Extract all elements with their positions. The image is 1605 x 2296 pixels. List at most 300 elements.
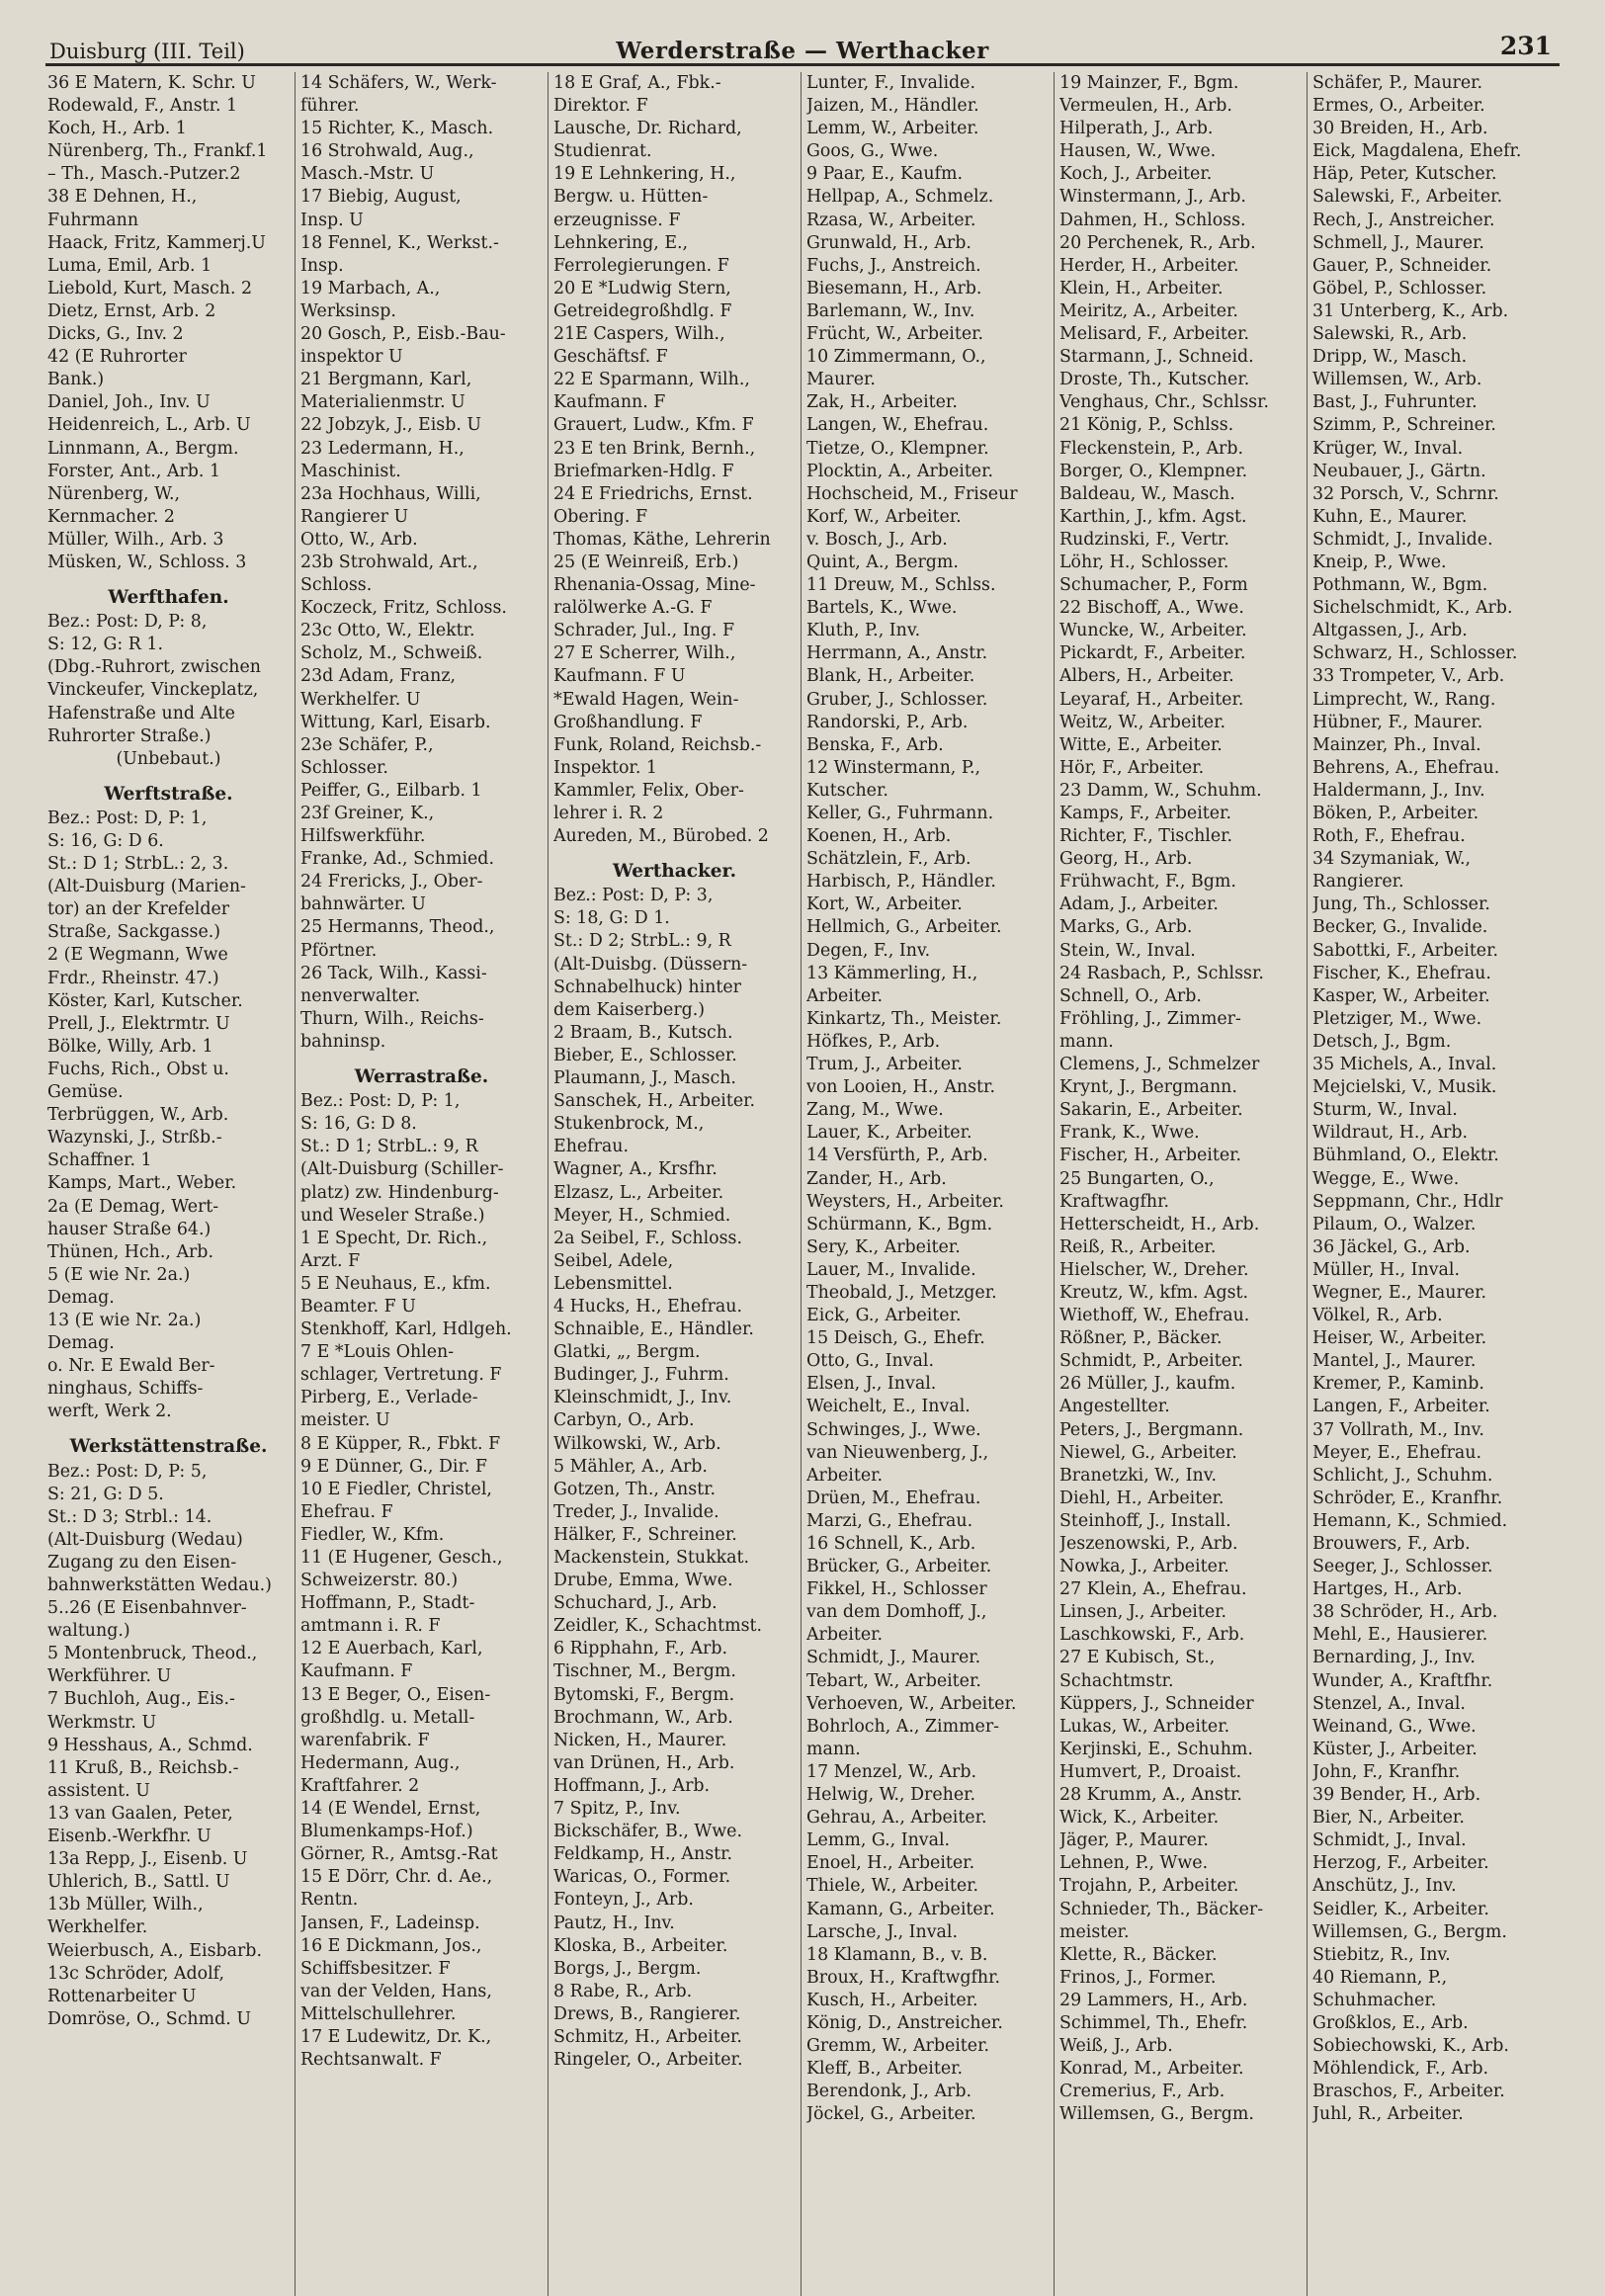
directory-entry-line: Sakarin, E., Arbeiter. <box>1059 1100 1243 1121</box>
directory-entry-line: Tischner, M., Bergm. <box>553 1661 736 1682</box>
directory-entry-line: 34 Szymaniak, W., <box>1312 849 1472 870</box>
directory-entry-line: Kasper, W., Arbeiter. <box>1312 985 1490 1006</box>
directory-entry-line: Ehefrau. F <box>300 1501 393 1522</box>
directory-entry-line: Pilaum, O., Walzer. <box>1312 1214 1477 1234</box>
directory-entry-line: Kusch, H., Arbeiter. <box>806 1990 978 2010</box>
directory-entry-line: Behrens, A., Ehefrau. <box>1312 757 1500 778</box>
directory-entry-line: Nürenberg, W., <box>47 483 181 504</box>
directory-entry-line: Weichelt, E., Inval. <box>806 1397 971 1417</box>
directory-entry-line: Klein, H., Arbeiter. <box>1059 278 1224 298</box>
directory-entry-line: Georg, H., Arb. <box>1059 849 1193 870</box>
directory-entry-line: 17 Menzel, W., Arb. <box>806 1761 976 1782</box>
directory-entry-line: Domröse, O., Schmd. U <box>47 2008 251 2029</box>
directory-column <box>1307 72 1560 2296</box>
directory-entry-line: Cremerius, F., Arb. <box>1059 2082 1225 2102</box>
directory-entry-line: Meyer, E., Ehefrau. <box>1312 1442 1481 1463</box>
directory-entry-line: Mackenstein, Stukkat. <box>553 1548 750 1568</box>
directory-entry-line: Koch, H., Arb. 1 <box>47 119 187 139</box>
directory-entry-line: 19 Mainzer, F., Bgm. <box>1059 73 1239 93</box>
directory-column <box>548 72 801 2296</box>
directory-entry-line: 21E Caspers, Wilh., <box>553 324 725 345</box>
directory-entry-line: 17 E Ludewitz, Dr. K., <box>300 2026 492 2047</box>
directory-entry-line: 22 Bischoff, A., Wwe. <box>1059 598 1244 619</box>
directory-entry-line: Forster, Ant., Arb. 1 <box>47 461 221 481</box>
directory-entry-line: Werksinsp. <box>300 300 396 321</box>
directory-entry-line: Hoffmann, J., Arb. <box>553 1775 711 1796</box>
directory-entry-line: Kloska, B., Arbeiter. <box>553 1935 728 1956</box>
directory-entry-line: Ehefrau. <box>553 1137 630 1157</box>
directory-entry-line: Pletziger, M., Wwe. <box>1312 1008 1482 1029</box>
directory-entry-line: Schnaible, E., Händler. <box>553 1319 754 1340</box>
directory-entry-line: Küppers, J., Schneider <box>1059 1693 1254 1714</box>
directory-entry-line: Sery, K., Arbeiter. <box>806 1236 961 1257</box>
directory-entry-line: Neubauer, J., Gärtn. <box>1312 461 1486 481</box>
directory-entry-line: Lemm, W., Arbeiter. <box>806 119 979 139</box>
directory-entry-line: Broux, H., Kraftwgfhr. <box>806 1967 1001 1988</box>
directory-entry-line: Schäfer, P., Maurer. <box>1312 73 1483 93</box>
directory-entry-line: 13 (E wie Nr. 2a.) <box>47 1310 202 1330</box>
directory-entry-line: S: 16, G: D 6. <box>47 831 164 851</box>
directory-entry-line: Fleckenstein, P., Arb. <box>1059 438 1244 459</box>
directory-entry-line: Görner, R., Amtsg.-Rat <box>300 1844 498 1865</box>
directory-entry-line: 13 van Gaalen, Peter, <box>47 1803 233 1824</box>
directory-entry-line: 14 Versfürth, P., Arb. <box>806 1146 988 1166</box>
directory-entry-line: Gehrau, A., Arbeiter. <box>806 1808 987 1828</box>
directory-entry-line: Fiedler, W., Kfm. <box>300 1524 445 1545</box>
directory-entry-line: Enoel, H., Arbeiter. <box>806 1853 975 1874</box>
directory-entry-line: 5 (E wie Nr. 2a.) <box>47 1264 191 1285</box>
directory-entry-line: Rech, J., Anstreicher. <box>1312 210 1495 230</box>
directory-entry-line: Maschinist. <box>300 461 401 481</box>
directory-entry-line: Gotzen, Th., Anstr. <box>553 1479 717 1499</box>
directory-entry-line: 5 E Neuhaus, E., kfm. <box>300 1273 491 1294</box>
directory-entry-line: Juhl, R., Arbeiter. <box>1312 2104 1464 2125</box>
directory-entry-line: 7 Spitz, P., Inv. <box>553 1799 681 1820</box>
directory-entry-line: Meiritz, A., Arbeiter. <box>1059 300 1238 321</box>
directory-entry-line: Bühmland, O., Elektr. <box>1312 1146 1499 1166</box>
directory-entry-line: Clemens, J., Schmelzer <box>1059 1055 1260 1075</box>
directory-entry-line: Köster, Karl, Kutscher. <box>47 990 243 1011</box>
directory-entry-line: S: 18, G: D 1. <box>553 908 670 929</box>
directory-entry-line: Weinand, G., Wwe. <box>1312 1716 1477 1737</box>
directory-entry-line: Langen, F., Arbeiter. <box>1312 1397 1490 1417</box>
directory-entry-line: Grunwald, H., Arb. <box>806 232 971 253</box>
directory-entry-line: Kremer, P., Kaminb. <box>1312 1374 1484 1395</box>
directory-entry-line: Salewski, R., Arb. <box>1312 324 1468 345</box>
directory-entry-line: Plocktin, A., Arbeiter. <box>806 461 994 481</box>
directory-entry-line: 13 Kämmerling, H., <box>806 963 978 983</box>
directory-entry-line: Bickschäfer, B., Wwe. <box>553 1822 742 1842</box>
directory-entry-line: Arzt. F <box>300 1250 361 1271</box>
directory-entry-line: Küster, J., Arbeiter. <box>1312 1739 1478 1759</box>
directory-entry-line: 16 Strohwald, Aug., <box>300 141 474 162</box>
directory-entry-line: 22 E Sparmann, Wilh., <box>553 370 750 390</box>
directory-entry-line: Rangierer. <box>1312 872 1404 893</box>
directory-entry-line: van der Velden, Hans, <box>300 1981 492 2001</box>
directory-entry-line: Seeger, J., Schlosser. <box>1312 1557 1493 1577</box>
directory-entry-line: Völkel, R., Arb. <box>1312 1306 1443 1326</box>
directory-entry-line: Demag. <box>47 1333 115 1354</box>
directory-entry-line: und Weseler Straße.) <box>300 1205 485 1226</box>
directory-entry-line: Winstermann, J., Arb. <box>1059 187 1246 208</box>
directory-entry-line: Hetterscheidt, H., Arb. <box>1059 1214 1260 1234</box>
directory-entry-line: Elzasz, L., Arbeiter. <box>553 1182 724 1203</box>
directory-entry-line: Szimm, P., Schreiner. <box>1312 415 1496 436</box>
directory-entry-line: Verhoeven, W., Arbeiter. <box>806 1693 1017 1714</box>
directory-entry-line: Carbyn, O., Arb. <box>553 1410 695 1431</box>
directory-entry-line: Treder, J., Invalide. <box>553 1501 719 1522</box>
directory-entry-line: Marks, G., Arb. <box>1059 917 1193 938</box>
directory-entry-line: Wagner, A., Krsfhr. <box>553 1159 718 1180</box>
directory-entry-line: Arbeiter. <box>806 1465 884 1486</box>
directory-entry-line: Frank, K., Wwe. <box>1059 1123 1200 1144</box>
directory-entry-line: Budinger, J., Fuhrm. <box>553 1365 729 1386</box>
directory-entry-line: Kamps, Mart., Weber. <box>47 1173 237 1194</box>
directory-entry-line: 27 Klein, A., Ehefrau. <box>1059 1579 1247 1600</box>
directory-entry-line: Frdr., Rheinstr. 47.) <box>47 968 219 988</box>
directory-column <box>45 72 295 2296</box>
directory-entry-line: Fonteyn, J., Arb. <box>553 1890 694 1911</box>
directory-entry-line: Hübner, F., Maurer. <box>1312 712 1483 732</box>
directory-entry-line: Kreutz, W., kfm. Agst. <box>1059 1282 1249 1303</box>
directory-entry-line: Bergw. u. Hütten- <box>553 187 709 208</box>
directory-entry-line: mann. <box>1059 1031 1114 1052</box>
directory-entry-line: platz) zw. Hindenburg- <box>300 1182 499 1203</box>
directory-entry-line: Nicken, H., Maurer. <box>553 1730 727 1750</box>
directory-entry-line: Hälker, F., Schreiner. <box>553 1524 737 1545</box>
directory-entry-line: Diehl, H., Arbeiter. <box>1059 1488 1225 1508</box>
directory-entry-line: Rechtsanwalt. F <box>300 2050 442 2071</box>
directory-entry-line: Stenzel, A., Inval. <box>1312 1693 1466 1714</box>
directory-entry-line: Blank, H., Arbeiter. <box>806 666 975 687</box>
street-heading: Werrastraße. <box>354 1066 489 1088</box>
directory-entry-line: Waricas, O., Former. <box>553 1867 731 1888</box>
directory-entry-line: 25 (E Weinreiß, Erb.) <box>553 552 739 572</box>
directory-entry-line: 23 E ten Brink, Bernh., <box>553 438 756 459</box>
directory-entry-line: Trum, J., Arbeiter. <box>806 1055 963 1075</box>
directory-entry-line: Jansen, F., Ladeinsp. <box>300 1913 480 1933</box>
directory-entry-line: 14 (E Wendel, Ernst, <box>300 1799 481 1820</box>
directory-entry-line: Humvert, P., Droaist. <box>1059 1761 1242 1782</box>
directory-entry-line: 32 Porsch, V., Schrnr. <box>1312 483 1499 504</box>
directory-entry-line: Kammler, Felix, Ober- <box>553 780 744 801</box>
directory-entry-line: 9 Hesshaus, A., Schmd. <box>47 1735 253 1755</box>
directory-entry-line: Jeszenowski, P., Arb. <box>1059 1534 1238 1554</box>
directory-entry-line: Frühwacht, F., Bgm. <box>1059 872 1236 893</box>
directory-entry-line: Thurn, Wilh., Reichs- <box>300 1008 484 1029</box>
directory-entry-line: Limprecht, W., Rang. <box>1312 689 1496 710</box>
directory-entry-line: (Alt-Duisburg (Marien- <box>47 877 246 897</box>
directory-entry-line: 26 Tack, Wilh., Kassi- <box>300 963 487 983</box>
directory-entry-line: Fikkel, H., Schlosser <box>806 1579 987 1600</box>
directory-entry-line: Stenkhoff, Karl, Hdlgeh. <box>300 1319 512 1340</box>
directory-entry-line: Hartges, H., Arb. <box>1312 1579 1463 1600</box>
directory-entry-line: Frücht, W., Arbeiter. <box>806 324 984 345</box>
directory-entry-line: Stein, W., Inval. <box>1059 940 1196 961</box>
directory-entry-line: Karthin, J., kfm. Agst. <box>1059 506 1247 527</box>
directory-entry-line: Müller, Wilh., Arb. 3 <box>47 529 224 550</box>
directory-entry-line: Wegner, E., Maurer. <box>1312 1282 1487 1303</box>
directory-entry-line: o. Nr. E Ewald Ber- <box>47 1356 215 1377</box>
directory-entry-line: John, F., Kranfhr. <box>1312 1761 1461 1782</box>
directory-entry-line: Häp, Peter, Kutscher. <box>1312 164 1497 185</box>
directory-entry-line: Pförtner. <box>300 940 378 961</box>
directory-entry-line: Inspektor. 1 <box>553 757 657 778</box>
directory-entry-line: Lausche, Dr. Richard, <box>553 119 742 139</box>
directory-entry-line: Herzog, F., Arbeiter. <box>1312 1853 1489 1874</box>
directory-entry-line: Biesemann, H., Arb. <box>806 278 982 298</box>
directory-entry-line: Schlicht, J., Schuhm. <box>1312 1465 1493 1486</box>
directory-entry-line: (Alt-Duisbg. (Düssern- <box>553 954 748 975</box>
directory-entry-line: Lauer, M., Invalide. <box>806 1259 976 1280</box>
directory-entry-line: 2 (E Wegmann, Wwe <box>47 945 228 966</box>
directory-entry-line: S: 16, G: D 8. <box>300 1114 417 1135</box>
directory-entry-line: Kerjinski, E., Schuhm. <box>1059 1739 1253 1759</box>
directory-entry-line: Wiethoff, W., Ehefrau. <box>1059 1306 1250 1326</box>
directory-entry-line: Wick, K., Arbeiter. <box>1059 1808 1220 1828</box>
directory-entry-line: 11 Kruß, B., Reichsb.- <box>47 1757 239 1778</box>
directory-entry-line: 38 E Dehnen, H., <box>47 187 198 208</box>
directory-entry-line: Kernmacher. 2 <box>47 506 175 527</box>
directory-entry-line: Goos, G., Wwe. <box>806 141 939 162</box>
directory-entry-line: Direktor. F <box>553 96 648 117</box>
directory-entry-line: Koch, J., Arbeiter. <box>1059 164 1213 185</box>
directory-entry-line: Marzi, G., Ehefrau. <box>806 1510 973 1531</box>
directory-entry-line: 11 (E Hugener, Gesch., <box>300 1548 503 1568</box>
directory-entry-line: 2a (E Demag, Wert- <box>47 1196 219 1217</box>
directory-entry-line: Lunter, F., Invalide. <box>806 73 975 93</box>
directory-entry-line: Ermes, O., Arbeiter. <box>1312 96 1485 117</box>
directory-entry-line: Luma, Emil, Arb. 1 <box>47 255 212 276</box>
directory-entry-line: Thiele, W., Arbeiter. <box>806 1876 979 1897</box>
street-heading: Werfthafen. <box>108 587 229 609</box>
directory-entry-line: Richter, F., Tischler. <box>1059 826 1233 847</box>
directory-entry-line: Klette, R., Bäcker. <box>1059 1944 1218 1965</box>
directory-entry-line: 24 Frericks, J., Ober- <box>300 872 483 893</box>
directory-entry-line: Schröder, E., Kranfhr. <box>1312 1488 1503 1508</box>
directory-entry-line: Mehl, E., Hausierer. <box>1312 1625 1488 1646</box>
directory-entry-line: Hör, F., Arbeiter. <box>1059 757 1205 778</box>
directory-entry-line: Bez.: Post: D, P: 5, <box>47 1461 208 1482</box>
directory-entry-line: Schmitz, H., Arbeiter. <box>553 2026 742 2047</box>
directory-entry-line: van Nieuwenberg, J., <box>806 1442 989 1463</box>
page-number: 231 <box>1499 32 1552 60</box>
directory-entry-line: Hellmich, G., Arbeiter. <box>806 917 1002 938</box>
directory-entry-line: Sichelschmidt, K., Arb. <box>1312 598 1513 619</box>
directory-entry-line: Hausen, W., Wwe. <box>1059 141 1217 162</box>
directory-entry-line: von Looien, H., Anstr. <box>806 1077 995 1098</box>
directory-entry-line: Konrad, M., Arbeiter. <box>1059 2059 1244 2080</box>
directory-entry-line: Brücker, G., Arbeiter. <box>806 1557 992 1577</box>
directory-entry-line: bahnwärter. U <box>300 894 426 915</box>
directory-entry-line: 8 Rabe, R., Arb. <box>553 1981 693 2001</box>
directory-columns <box>45 72 1560 2296</box>
directory-entry-line: Schimmel, Th., Ehefr. <box>1059 2012 1248 2033</box>
directory-entry-line: Schaffner. 1 <box>47 1150 152 1171</box>
directory-entry-line: Frinos, J., Former. <box>1059 1967 1217 1988</box>
directory-entry-line: 23f Greiner, K., <box>300 804 435 823</box>
directory-entry-line: Schnell, O., Arb. <box>1059 985 1202 1006</box>
directory-entry-line: Tebart, W., Arbeiter. <box>806 1670 981 1691</box>
directory-entry-line: waltung.) <box>47 1621 130 1642</box>
directory-entry-line: Benska, F., Arb. <box>806 734 944 755</box>
directory-entry-line: Glatki, „, Bergm. <box>553 1342 701 1363</box>
directory-entry-line: Peiffer, G., Eilbarb. 1 <box>300 780 482 801</box>
directory-entry-line: Schuhmacher. <box>1312 1990 1437 2010</box>
directory-entry-line: Quint, A., Bergm. <box>806 552 959 572</box>
directory-entry-line: Jöckel, G., Arbeiter. <box>806 2104 976 2125</box>
directory-entry-line: Pothmann, W., Bgm. <box>1312 575 1488 596</box>
directory-entry-line: 20 Perchenek, R., Arb. <box>1059 232 1256 253</box>
directory-entry-line: 8 E Küpper, R., Fbkt. F <box>300 1433 501 1454</box>
directory-entry-line: Großklos, E., Arb. <box>1312 2012 1469 2033</box>
directory-entry-line: Schwarz, H., Schlosser. <box>1312 643 1518 664</box>
directory-entry-line: Beamter. F U <box>300 1296 416 1317</box>
directory-entry-line: Schmidt, J., Maurer. <box>806 1648 981 1668</box>
directory-entry-line: Otto, W., Arb. <box>300 529 418 550</box>
directory-entry-line: Bez.: Post: D, P: 8, <box>47 612 208 633</box>
directory-entry-line: Krüger, W., Inval. <box>1312 438 1464 459</box>
directory-entry-line: Maurer. <box>806 370 876 390</box>
directory-entry-line: Fischer, H., Arbeiter. <box>1059 1146 1242 1166</box>
directory-entry-line: 18 Fennel, K., Werkst.- <box>300 232 499 253</box>
directory-entry-line: 5 Mähler, A., Arb. <box>553 1456 708 1477</box>
header-left-label: Duisburg (III. Teil) <box>49 40 245 63</box>
street-heading: Werthacker. <box>612 861 737 883</box>
directory-entry-line: Sanschek, H., Arbeiter. <box>553 1091 756 1112</box>
directory-entry-line: St.: D 1; StrbL.: 2, 3. <box>47 854 229 875</box>
directory-entry-line: bahnwerkstätten Wedau.) <box>47 1575 272 1595</box>
directory-entry-line: amtmann i. R. F <box>300 1616 441 1637</box>
directory-entry-line: 38 Schröder, H., Arb. <box>1312 1602 1498 1623</box>
directory-entry-line: Thomas, Käthe, Lehrerin <box>553 529 771 550</box>
directory-entry-line: Höfkes, P., Arb. <box>806 1031 941 1052</box>
directory-entry-line: meister. <box>1059 1921 1130 1942</box>
directory-entry-line: Briefmarken-Hdlg. F <box>553 461 734 481</box>
directory-entry-line: 13c Schröder, Adolf, <box>47 1963 224 1984</box>
directory-entry-line: Getreidegroßhdlg. F <box>553 300 732 321</box>
directory-entry-line: Mainzer, Ph., Inval. <box>1312 734 1481 755</box>
directory-entry-line: Berendonk, J., Arb. <box>806 2082 972 2102</box>
directory-entry-line: 40 Riemann, P., <box>1312 1967 1448 1988</box>
directory-entry-line: Drube, Emma, Wwe. <box>553 1571 733 1591</box>
directory-entry-line: Bez.: Post: D, P: 1, <box>300 1091 461 1112</box>
directory-entry-line: Langen, W., Ehefrau. <box>806 415 989 436</box>
directory-entry-line: Helwig, W., Dreher. <box>806 1785 976 1806</box>
directory-entry-line: Sobiechowski, K., Arb. <box>1312 2036 1509 2057</box>
directory-entry-line: Rottenarbeiter U <box>47 1986 197 2006</box>
directory-entry-line: Schnieder, Th., Bäcker- <box>1059 1899 1264 1919</box>
directory-entry-line: Niewel, G., Arbeiter. <box>1059 1442 1237 1463</box>
directory-entry-line: Hochscheid, M., Friseur <box>806 483 1018 504</box>
directory-entry-line: Lauer, K., Arbeiter. <box>806 1123 972 1144</box>
directory-entry-line: Blumenkamps-Hof.) <box>300 1822 473 1842</box>
directory-entry-line: Schnabelhuck) hinter <box>553 977 741 997</box>
directory-entry-line: Rangierer U <box>300 506 409 527</box>
directory-entry-line: Bartels, K., Wwe. <box>806 598 958 619</box>
directory-entry-line: 2a Seibel, F., Schloss. <box>553 1228 742 1248</box>
directory-entry-line: Detsch, J., Bgm. <box>1312 1031 1452 1052</box>
directory-entry-line: Mantel, J., Maurer. <box>1312 1351 1477 1372</box>
directory-entry-line: Feldkamp, H., Anstr. <box>553 1844 733 1865</box>
directory-entry-line: Rentn. <box>300 1890 359 1911</box>
directory-entry-line: Steinhoff, J., Install. <box>1059 1510 1231 1531</box>
directory-entry-line: 20 Gosch, P., Eisb.-Bau- <box>300 324 506 345</box>
directory-entry-line: Krynt, J., Bergmann. <box>1059 1077 1237 1098</box>
directory-entry-line: Hilperath, J., Arb. <box>1059 119 1214 139</box>
directory-entry-line: 19 Marbach, A., <box>300 278 441 298</box>
directory-entry-line: Wunder, A., Kraftfhr. <box>1312 1670 1493 1691</box>
directory-entry-line: ninghaus, Schiffs- <box>47 1379 204 1400</box>
directory-entry-line: 15 Deisch, G., Ehefr. <box>806 1328 985 1349</box>
directory-entry-line: Zeidler, K., Schachtmst. <box>553 1616 763 1637</box>
directory-entry-line: Linsen, J., Arbeiter. <box>1059 1602 1227 1623</box>
directory-entry-line: 23e Schäfer, P., <box>300 734 434 755</box>
directory-entry-line: Eick, G., Arbeiter. <box>806 1306 962 1326</box>
directory-entry-line: Fuchs, J., Anstreich. <box>806 255 981 276</box>
directory-entry-line: Fischer, K., Ehefrau. <box>1312 963 1491 983</box>
directory-entry-line: 12 Winstermann, P., <box>806 757 981 778</box>
directory-entry-line: Zander, H., Arb. <box>806 1168 947 1189</box>
directory-entry-line: Wilkowski, W., Arb. <box>553 1433 721 1454</box>
directory-entry-line: Stukenbrock, M., <box>553 1114 705 1135</box>
directory-entry-line: Kaufmann. F <box>553 392 666 413</box>
directory-entry-line: Adam, J., Arbeiter. <box>1059 894 1219 915</box>
directory-entry-line: inspektor U <box>300 347 403 368</box>
directory-entry-line: 9 E Dünner, G., Dir. F <box>300 1456 487 1477</box>
directory-entry-line: Nürenberg, Th., Frankf.1 <box>47 141 268 162</box>
directory-entry-line: Altgassen, J., Arb. <box>1312 621 1468 641</box>
directory-entry-line: Meyer, H., Schmied. <box>553 1205 731 1226</box>
directory-entry-line: Kutscher. <box>806 780 888 801</box>
directory-entry-line: Rodewald, F., Anstr. 1 <box>47 96 238 117</box>
directory-entry-line: (Unbebaut.) <box>116 748 221 769</box>
directory-entry-line: Keller, G., Fuhrmann. <box>806 804 994 823</box>
directory-entry-line: Mejcielski, V., Musik. <box>1312 1077 1497 1098</box>
directory-entry-line: 37 Vollrath, M., Inv. <box>1312 1419 1484 1440</box>
directory-entry-line: Bier, N., Arbeiter. <box>1312 1808 1465 1828</box>
directory-entry-line: Hielscher, W., Dreher. <box>1059 1259 1249 1280</box>
directory-entry-line: König, D., Anstreicher. <box>806 2012 1003 2033</box>
directory-entry-line: Bytomski, F., Bergm. <box>553 1684 735 1705</box>
directory-entry-line: Hoffmann, P., Stadt- <box>300 1593 475 1614</box>
directory-entry-line: 25 Bungarten, O., <box>1059 1168 1215 1189</box>
directory-entry-line: Wazynski, J., Strßb.- <box>47 1128 222 1148</box>
directory-entry-line: Seidler, K., Arbeiter. <box>1312 1899 1489 1919</box>
directory-entry-line: 13a Repp, J., Eisenb. U <box>47 1849 248 1870</box>
directory-entry-line: Grauert, Ludw., Kfm. F <box>553 415 754 436</box>
directory-entry-line: Zugang zu den Eisen- <box>47 1552 237 1573</box>
directory-entry-line: Branetzki, W., Inv. <box>1059 1465 1218 1486</box>
directory-entry-line: Eick, Magdalena, Ehefr. <box>1312 141 1522 162</box>
directory-entry-line: Materialienmstr. U <box>300 392 465 413</box>
directory-entry-line: St.: D 3; Strbl.: 14. <box>47 1506 212 1527</box>
directory-entry-line: tor) an der Krefelder <box>47 899 230 920</box>
directory-entry-line: 13b Müller, Wilh., <box>47 1895 204 1915</box>
directory-entry-line: 29 Lammers, H., Arb. <box>1059 1990 1248 2010</box>
directory-entry-line: Jaizen, M., Händler. <box>806 96 979 117</box>
directory-entry-line: Bank.) <box>47 370 105 390</box>
directory-entry-line: Lemm, G., Inval. <box>806 1830 951 1851</box>
directory-entry-line: Kamps, F., Arbeiter. <box>1059 804 1231 823</box>
directory-entry-line: Schachtmstr. <box>1059 1670 1174 1691</box>
directory-entry-line: Harbisch, P., Händler. <box>806 872 996 893</box>
directory-entry-line: 20 E *Ludwig Stern, <box>553 278 731 298</box>
directory-entry-line: St.: D 1; StrbL.: 9, R <box>300 1137 478 1157</box>
directory-entry-line: bahninsp. <box>300 1031 386 1052</box>
directory-entry-line: Obering. F <box>553 506 648 527</box>
street-heading: Werkstättenstraße. <box>69 1436 268 1458</box>
